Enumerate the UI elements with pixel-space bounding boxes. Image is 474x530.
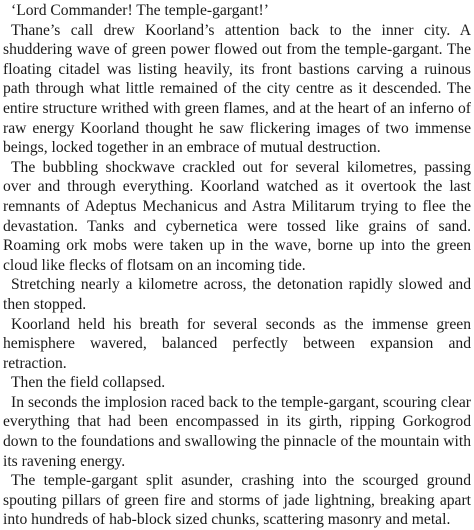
paragraph-4: Stretching nearly a kilometre across, the detonation rapidly slowed and then stopped. bbox=[3, 276, 471, 313]
paragraph-5: Koorland held his breath for several seconds as the immense green hemisphere wavered, balanced perfectly between expansion and retraction. bbox=[3, 315, 471, 372]
paragraph-7: In seconds the implosion raced back to the temple-gargant, scouring clear everything that had been encompassed in its girth, ripping Gorkogrod down to the foundations and swallowing the pinnacle of the mountain with its ravening energy. bbox=[3, 393, 471, 470]
cut-off-top-line bbox=[3, 0, 471, 1]
paragraph-6: Then the field collapsed. bbox=[11, 374, 166, 392]
paragraph-3: The bubbling shockwave crackled out for several kilometres, passing over and through everything. Koorland watched as it overtook the last remnants of Adeptus Mechanicus and Astra Militarum trying to flee the devastation. Tanks and cybernetica were tossed like grains of sand. Roaming ork mobs were taken up in the wave, borne up into the green cloud like flecks of flotsam on an incoming tide. bbox=[3, 158, 471, 274]
paragraph-2: Thane’s call drew Koorland’s attention back to the inner city. A shuddering wave of green power flowed out from the temple-gargant. The floating citadel was listing heavily, its front bastions carving a ruinous path through what little remained of the city centre as it descended. The entire structure writhed with green flames, and at the heart of an inferno of raw energy Koorland thought he saw flickering images of two immense beings, locked together in an embrace of mutual destruction. bbox=[3, 21, 471, 157]
cut-off-text bbox=[11, 0, 371, 1]
paragraph-8: The temple-gargant split asunder, crashing into the scourged ground spouting pillars of green fire and storms of jade lightning, breaking apart into hundreds of hab-block sized chunks, scattering masonry and metal. bbox=[3, 472, 471, 529]
paragraph-1: ‘Lord Commander! The temple-gargant!’ bbox=[11, 2, 269, 19]
